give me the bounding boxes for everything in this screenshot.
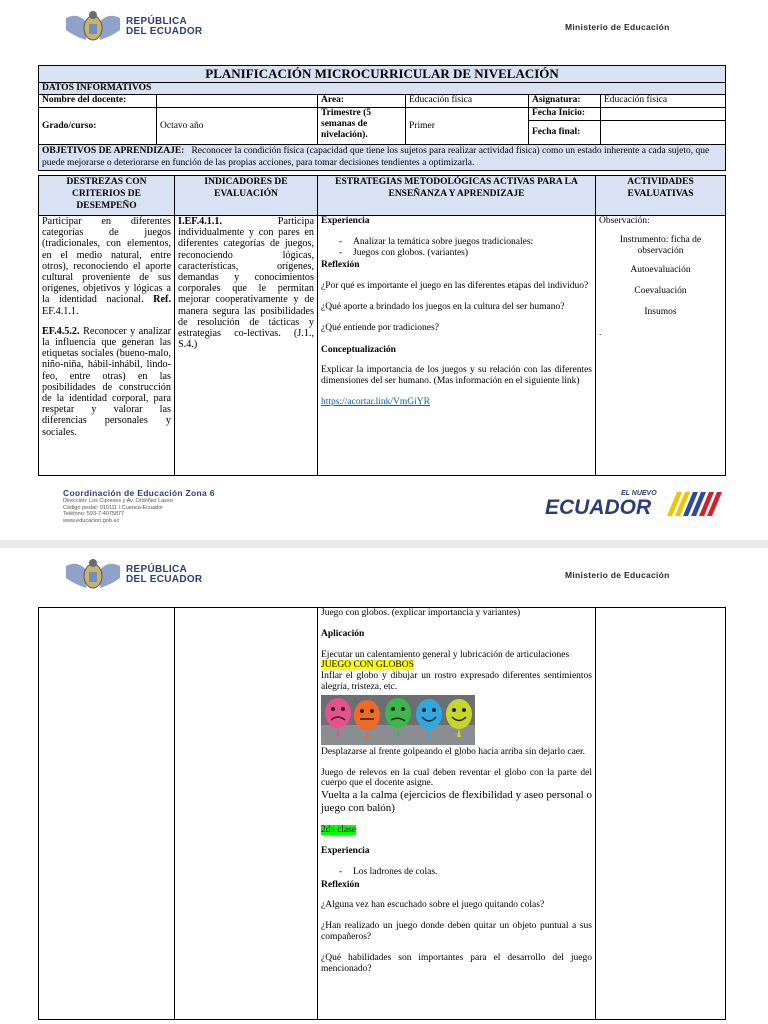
resource-link[interactable]: https://acortar.link/VmGiYR — [321, 396, 430, 407]
coevaluacion-text: Coevaluación — [634, 286, 687, 297]
indicadores-cell-empty — [175, 608, 318, 1020]
coordination-info — [63, 488, 215, 524]
estrategias-cell — [318, 216, 596, 476]
el-nuevo-ecuador-logo — [545, 486, 725, 526]
reflexion-heading: Reflexión — [321, 260, 360, 271]
asignatura-label: Asignatura: — [529, 95, 601, 108]
footer-phone: Teléfono: 593-7-4075877 — [63, 511, 125, 517]
conceptualizacion-heading: Conceptualización — [321, 344, 396, 355]
aplicacion-step-4: Juego de relevos en la cual deben reventar el globo con la parte del cuerpo que el docente asigne. — [321, 767, 592, 789]
list-item: - Analizar la temática sobre juegos tradicionales: — [321, 237, 592, 248]
col-header-actividades: ACTIVIDADES EVALUATIVAS — [596, 176, 726, 216]
question-3: ¿Qué entiende por tradiciones? — [321, 322, 439, 333]
question-1: ¿Alguna vez han escuchado sobre el juego quitando colas? — [321, 900, 545, 911]
page-footer — [0, 486, 768, 540]
area-label: Área: — [318, 95, 406, 108]
question-1: ¿Por qué es importante el juego en las diferentes etapas del individuo? — [321, 281, 589, 292]
destreza-1-text: Participar en diferentes categorías de juegos (tradicionales, con elementos, en el medio natural, entre otros), reconociendo el aporte cultural proveniente de sus orígenes, objetivos y lógicas a la identidad nacional. — [42, 216, 171, 306]
brand-text: ECUADOR — [545, 496, 652, 519]
trimestre-value: Primer — [406, 108, 529, 145]
list-item: - Los ladrones de colas. — [321, 867, 592, 878]
destreza-2-text: Reconocer y analizar la influencia que generan las etiquetas sociales (bueno-malo, niño-niña, hábil-inhábil, lindo-feo, entre otras) en las posibilidades de construcción de la identidad corporal, para respetar y valorar las diferencias personales y sociales. — [42, 325, 171, 438]
document-page-2 — [0, 548, 768, 1024]
logo-line-2: DEL ECUADOR — [126, 574, 203, 585]
ministry-name: Ministerio de Educación — [565, 22, 670, 32]
trailing-dot: . — [599, 327, 602, 338]
question-3: ¿Qué habilidades son importantes para el desarrollo del juego mencionado? — [321, 952, 592, 974]
destrezas-cell-empty — [39, 608, 175, 1020]
asignatura-value: Educación física — [601, 95, 726, 108]
coat-of-arms-icon — [64, 558, 122, 592]
juego-globos-highlight: JUEGO CON GLOBOS — [321, 660, 414, 671]
experiencia-heading: Experiencia — [321, 845, 370, 856]
actividades-cell-empty — [596, 608, 726, 1020]
republica-logo — [64, 10, 202, 44]
list-item: - Juegos con globos. (variantes) — [321, 248, 592, 259]
footer-web: www.educacion.gob.ec — [63, 517, 120, 524]
observacion-label: Observación: — [599, 216, 650, 226]
page-header — [0, 548, 768, 598]
trimestre-label: Trimestre (5 semanas de nivelación). — [318, 108, 406, 145]
destreza-2-code: EF.4.5.2. — [42, 325, 80, 337]
actividades-cell — [596, 216, 726, 476]
grado-label: Grado/curso: — [39, 108, 157, 145]
vuelta-calma-text: Vuelta a la calma (ejercicios de flexibilidad y aseo personal o juego con balón) — [321, 789, 592, 815]
instrumento-text: Instrumento: ficha de observación — [619, 234, 702, 256]
footer-address: Dirección: Los Cipreses y Av. Ordóñez Lasso — [63, 498, 173, 504]
question-2: ¿Qué aporte a brindado los juegos en la cultura del ser humano? — [321, 301, 565, 312]
indicadores-cell — [175, 216, 318, 476]
aplicacion-heading: Aplicación — [321, 628, 365, 639]
autoevaluacion-text: Autoevaluación — [630, 265, 691, 276]
ministry-name: Ministerio de Educación — [565, 570, 670, 580]
destreza-1-code: EF.4.1.1. — [42, 305, 79, 317]
datos-informativos-heading: DATOS INFORMATIVOS — [39, 83, 726, 95]
question-2: ¿Han realizado un juego donde deben quitar un objeto puntual a sus compañeros? — [321, 921, 592, 942]
objetivos-cell — [39, 145, 726, 171]
experiencia-heading: Experiencia — [321, 216, 370, 226]
col-header-estrategias: ESTRATEGIAS METODOLÓGICAS ACTIVAS PARA LA ENSEÑANZA Y APRENDIZAJE — [318, 176, 596, 216]
planning-table — [38, 65, 726, 171]
segunda-clase-highlight: 2da clase — [321, 825, 357, 836]
aplicacion-step-2: Inflar el globo y dibujar un rostro expresado diferentes sentimientos alegría, tristeza, etc. — [321, 671, 592, 692]
fecha-final-label: Fecha final: — [529, 121, 601, 145]
republica-logo — [64, 558, 202, 592]
objetivos-label: OBJETIVOS DE APRENDIZAJE: — [42, 146, 185, 156]
methodology-table — [38, 175, 726, 476]
fecha-final-value — [601, 121, 726, 145]
document-title: PLANIFICACIÓN MICROCURRICULAR DE NIVELACIÓN — [39, 66, 726, 83]
brand-small-text: EL NUEVO — [621, 490, 657, 497]
coordination-title: Coordinación de Educación Zona 6 — [63, 488, 215, 498]
indicador-text: Participa individualmente y con pares en diferentes categorías de juegos, reconociendo lógicas, características, orígenes, demandas y conocimientos corporales que le permitan mejorar cooperativamente y de manera segura las posibilidades de resolución de tácticas y estrategias co-lectivas. (J.1., S.4.) — [178, 216, 314, 351]
page-gap — [0, 540, 768, 548]
logo-line-1: REPÚBLICA — [126, 16, 188, 27]
page-header — [0, 0, 768, 50]
concept-text: Explicar la importancia de los juegos y su relación con las diferentes dimensiones del ser humano. (Mas información en el siguiente link) — [321, 365, 592, 387]
logo-line-2: DEL ECUADOR — [126, 26, 203, 37]
estrategias-cell-continued — [318, 608, 596, 1020]
aplicacion-step-1: Ejecutar un calentamiento general y lubricación de articulaciones — [321, 649, 570, 660]
col-header-destrezas: DESTREZAS CON CRITERIOS DE DESEMPEÑO — [39, 176, 175, 216]
aplicacion-step-3: Desplazarse al frente golpeando el globo hacia arriba sin dejarlo caer. — [321, 746, 586, 757]
destrezas-cell — [39, 216, 175, 476]
balloon-faces-image — [321, 695, 475, 745]
docente-value — [157, 95, 318, 108]
col-header-indicadores: INDICADORES DE EVALUACIÓN — [175, 176, 318, 216]
methodology-table-continued — [38, 607, 726, 1020]
reflexion-heading: Reflexión — [321, 879, 360, 890]
intro-text: Juego con globos. (explicar importancia y variantes) — [321, 608, 521, 618]
coat-of-arms-icon — [64, 10, 122, 44]
area-value: Educación física — [406, 95, 529, 108]
logo-line-1: REPÚBLICA — [126, 564, 188, 575]
insumos-text: Insumos — [644, 306, 677, 317]
footer-postal: Código postal: 010111 / Cuenca-Ecuador — [63, 504, 164, 511]
docente-label: Nombre del docente: — [39, 95, 157, 108]
destreza-1-ref: Ref. — [153, 294, 171, 306]
fecha-inicio-label: Fecha Inicio: — [529, 108, 601, 121]
grado-value: Octavo año — [157, 108, 318, 145]
fecha-inicio-value — [601, 108, 726, 121]
objetivos-text: Reconocer la condición física (capacidad que tiene los sujetos para realizar actividad física) como un estado inherente a cada sujeto, que puede mejorarse o deteriorarse en función de las propias acciones, para tomar decisiones tendientes a optimizarla. — [42, 146, 710, 168]
indicador-code: I.EF.4.1.1. — [178, 216, 223, 227]
